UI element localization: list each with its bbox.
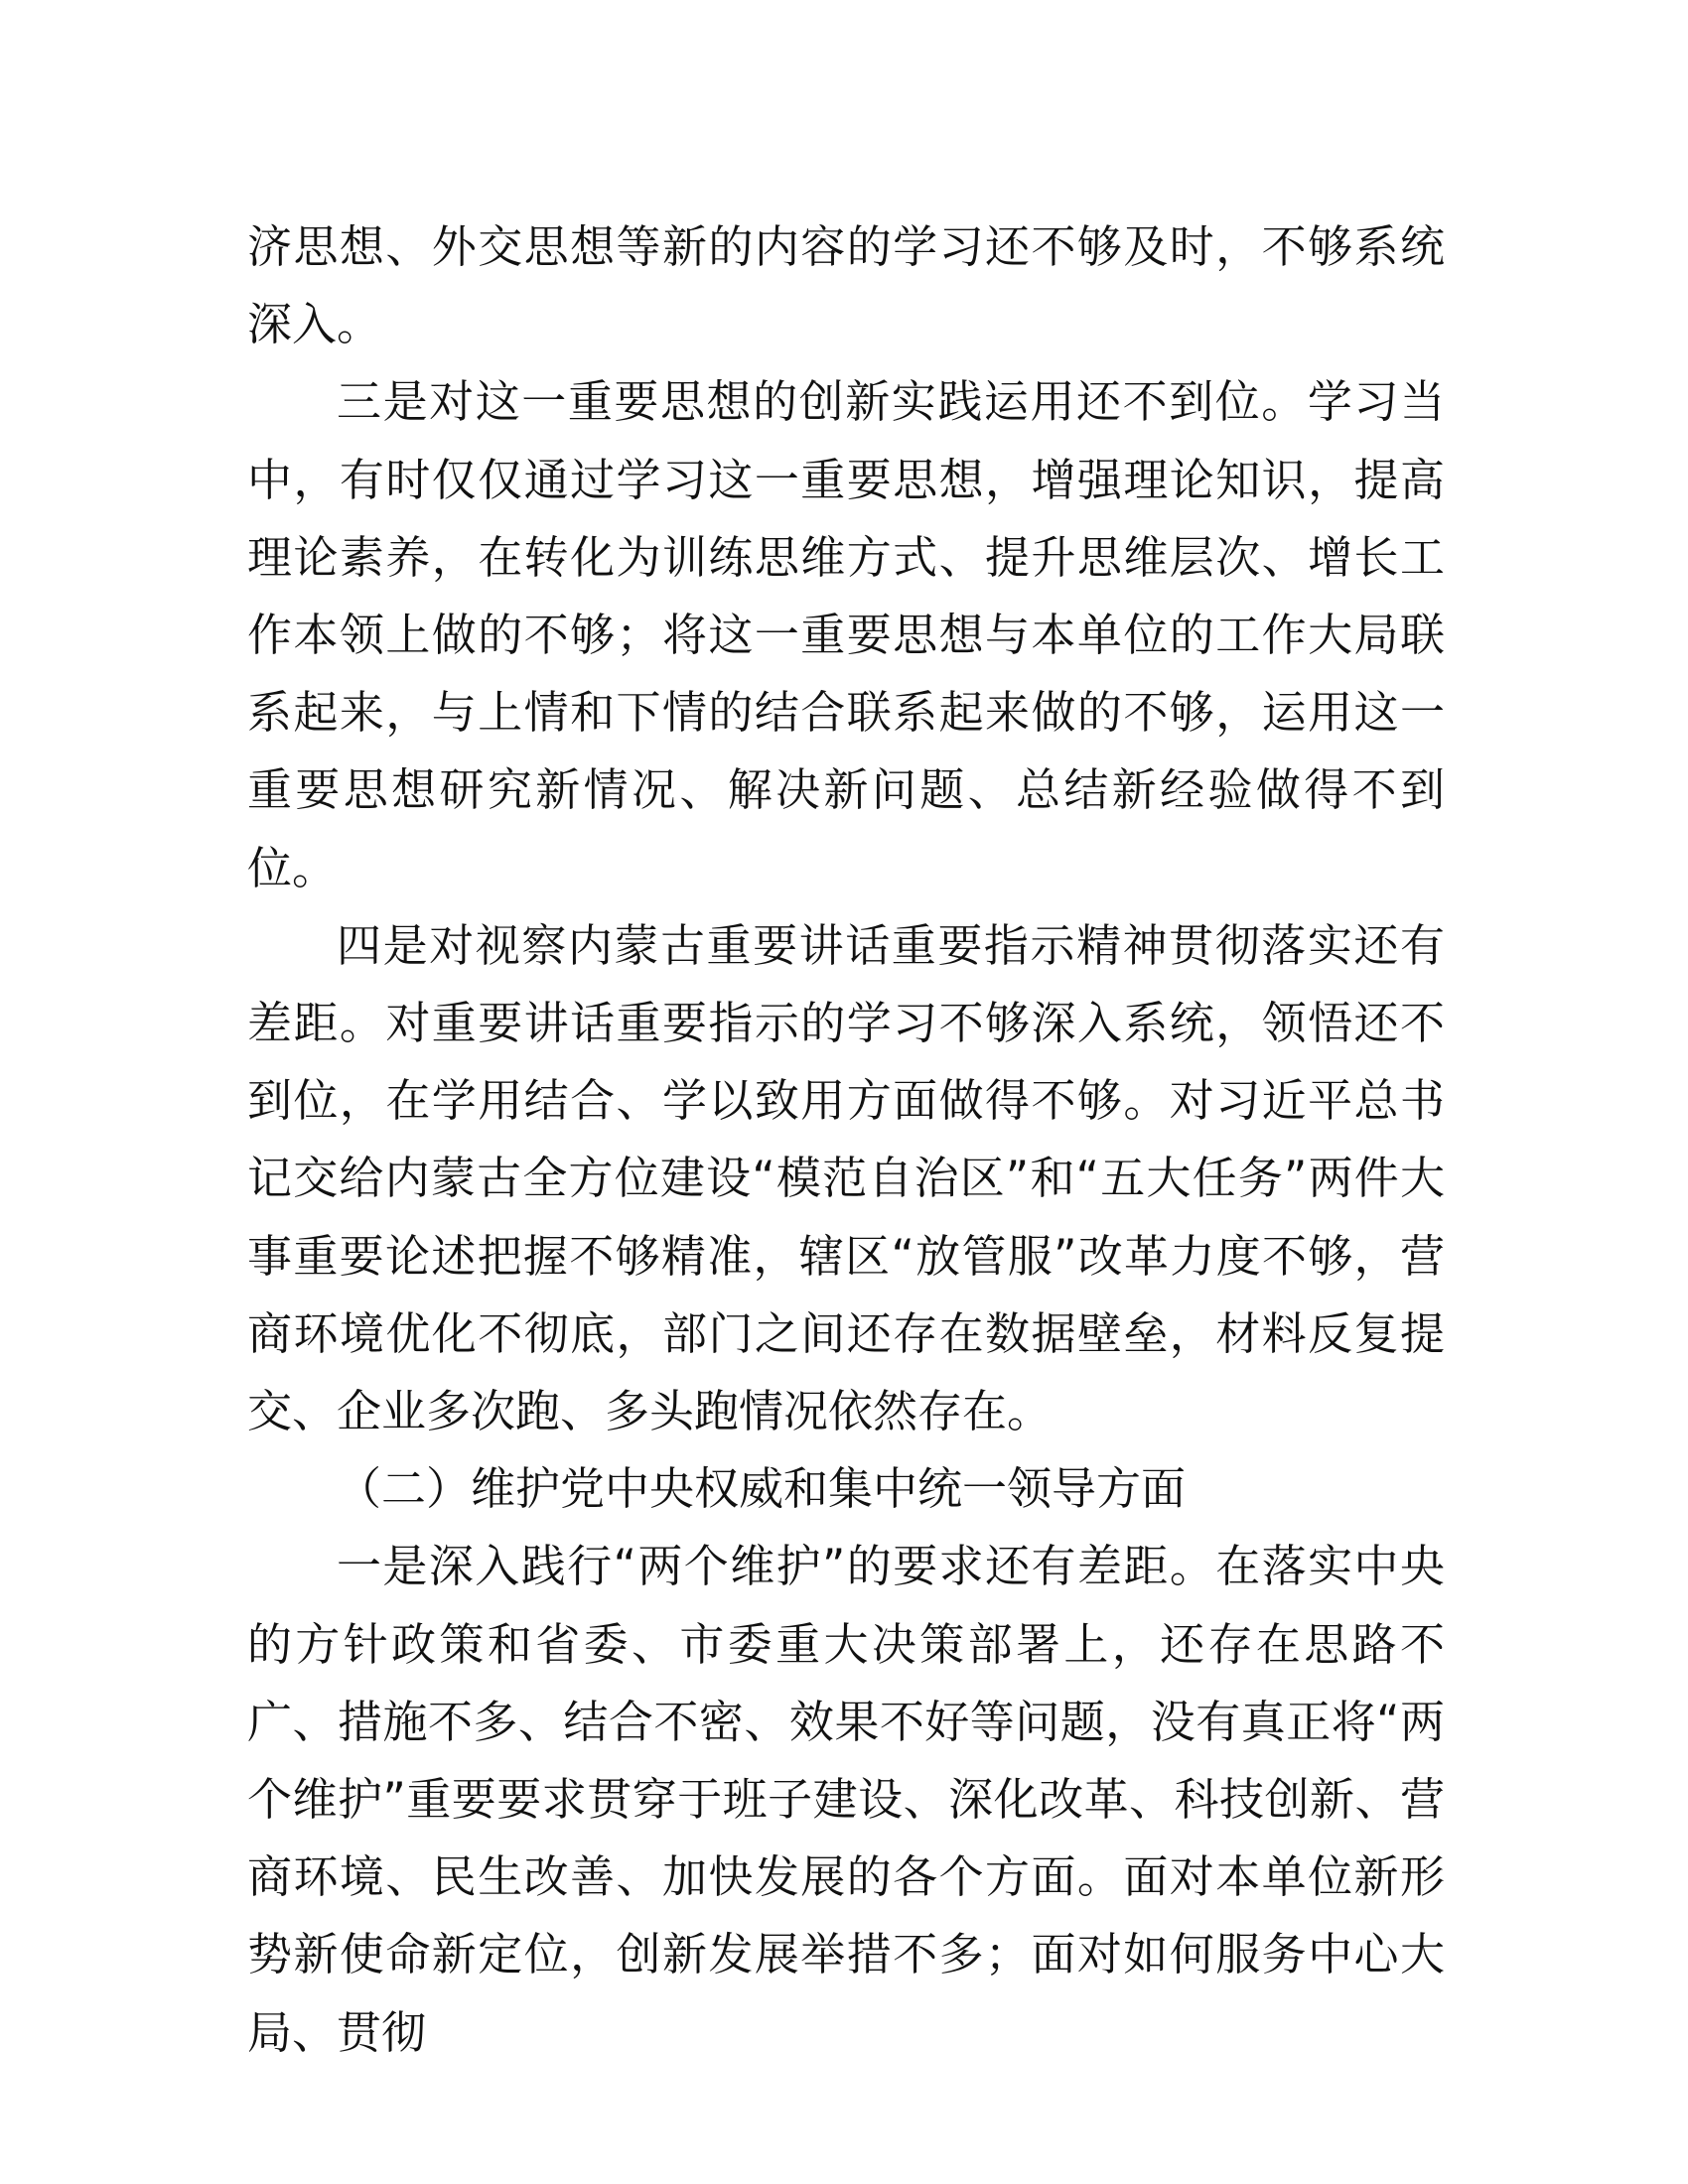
paragraph-point-three: 三是对这一重要思想的创新实践运用还不到位。学习当中，有时仅仅通过学习这一重要思想，增强理论知识，提高理论素养，在转化为训练思维方式、提升思维层次、增长工作本领上做的不够；将这一重要思想与本单位的工作大局联系起来，与上情和下情的结合联系起来做的不够，运用这一重要思想研究新情况、解决新问题、总结新经验做得不到位。 bbox=[247, 375, 1445, 894]
paragraph-continuation: 济思想、外交思想等新的内容的学习还不够及时，不够系统深入。 bbox=[247, 220, 1445, 351]
paragraph-point-four: 四是对视察内蒙古重要讲话重要指示精神贯彻落实还有差距。对重要讲话重要指示的学习不够深入系统，领悟还不到位，在学用结合、学以致用方面做得不够。对习近平总书记交给内蒙古全方位建设“模范自治区”和“五大任务”两件大事重要论述把握不够精准，辖区“放管服”改革力度不够，营商环境优化不彻底，部门之间还存在数据壁垒，材料反复提交、企业多次跑、多头跑情况依然存在。 bbox=[247, 918, 1445, 1438]
paragraph-point-one: 一是深入践行“两个维护”的要求还有差距。在落实中央的方针政策和省委、市委重大决策部署上，还存在思路不广、措施不多、结合不密、效果不好等问题，没有真正将“两个维护”重要要求贯穿于班子建设、深化改革、科技创新、营商环境、民生改善、加快发展的各个方面。面对本单位新形势新使命新定位，创新发展举措不多；面对如何服务中心大局、贯彻 bbox=[247, 1540, 1445, 2059]
section-heading: （二）维护党中央权威和集中统一领导方面 bbox=[337, 1462, 1187, 1516]
document-body bbox=[247, 208, 1445, 2072]
